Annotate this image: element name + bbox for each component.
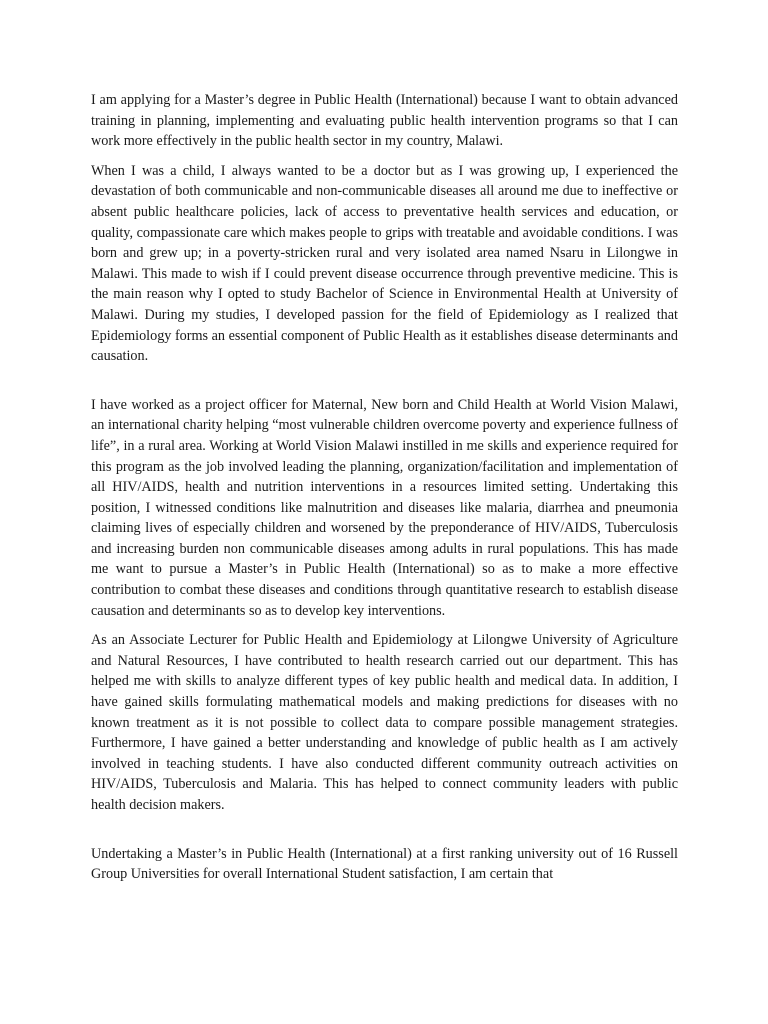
paragraph-conclusion: Undertaking a Master’s in Public Health (International) at a first ranking university out of 16 Russell Group Universities for overall International Student satisfaction, I am certain that <box>91 845 678 883</box>
paragraph-lecturer: As an Associate Lecturer for Public Health and Epidemiology at Lilongwe University of Agriculture and Natural Resources, I have contributed to health research carried out our department. This has helped me with skills to analyze different types of key public health and medical data. In addition, I have gained skills formulating mathematical models and making predictions for diseases with no known treatment as it is not possible to collect data to compare possible management strategies. Furthermore, I have gained a better understanding and knowledge of public health as I am actively involved in teaching students. I have also conducted different community outreach activities on HIV/AIDS, Tuberculosis and Malaria. This has helped to connect community leaders with public health decision makers. <box>91 632 678 813</box>
paragraph-intro: I am applying for a Master’s degree in Public Health (International) because I want to obtain advanced training in planning, implementing and evaluating public health intervention programs so that I can work more effectively in the public health sector in my country, Malawi. <box>91 92 678 150</box>
paragraph-world-vision: I have worked as a project officer for Maternal, New born and Child Health at World Vision Malawi, an international charity helping “most vulnerable children overcome poverty and experience fullness of life”, in a rural area. Working at World Vision Malawi instilled in me skills and experience required for this program as the job involved leading the planning, organization/facilitation and implementation of all HIV/AIDS, health and nutrition interventions in a resources limited setting. Undertaking this position, I witnessed conditions like malnutrition and diseases like malaria, diarrhea and pneumonia claiming lives of especially children and worsened by the preponderance of HIV/AIDS, Tuberculosis and increasing burden non communicable diseases among adults in rural populations. This has made me want to pursue a Master’s in Public Health (International) so as to make a more effective contribution to combat these diseases and conditions through quantitative research to establish disease causation and determinants so as to develop key interventions. <box>91 396 678 619</box>
paragraph-childhood: When I was a child, I always wanted to be a doctor but as I was growing up, I experienced the devastation of both communicable and non-communicable diseases all around me due to ineffective or absent public healthcare policies, lack of access to preventative health services and education, or quality, compassionate care which makes people to grips with treatable and avoidable conditions. I was born and grew up; in a poverty-stricken rural and very isolated area named Nsaru in Lilongwe in Malawi. This made to wish if I could prevent disease occurrence through preventive medicine. This is the main reason why I opted to study Bachelor of Science in Environmental Health at University of Malawi. During my studies, I developed passion for the field of Epidemiology as I realized that Epidemiology forms an essential component of Public Health as it establishes disease determinants and causation. <box>91 162 678 365</box>
document-body <box>91 90 678 885</box>
